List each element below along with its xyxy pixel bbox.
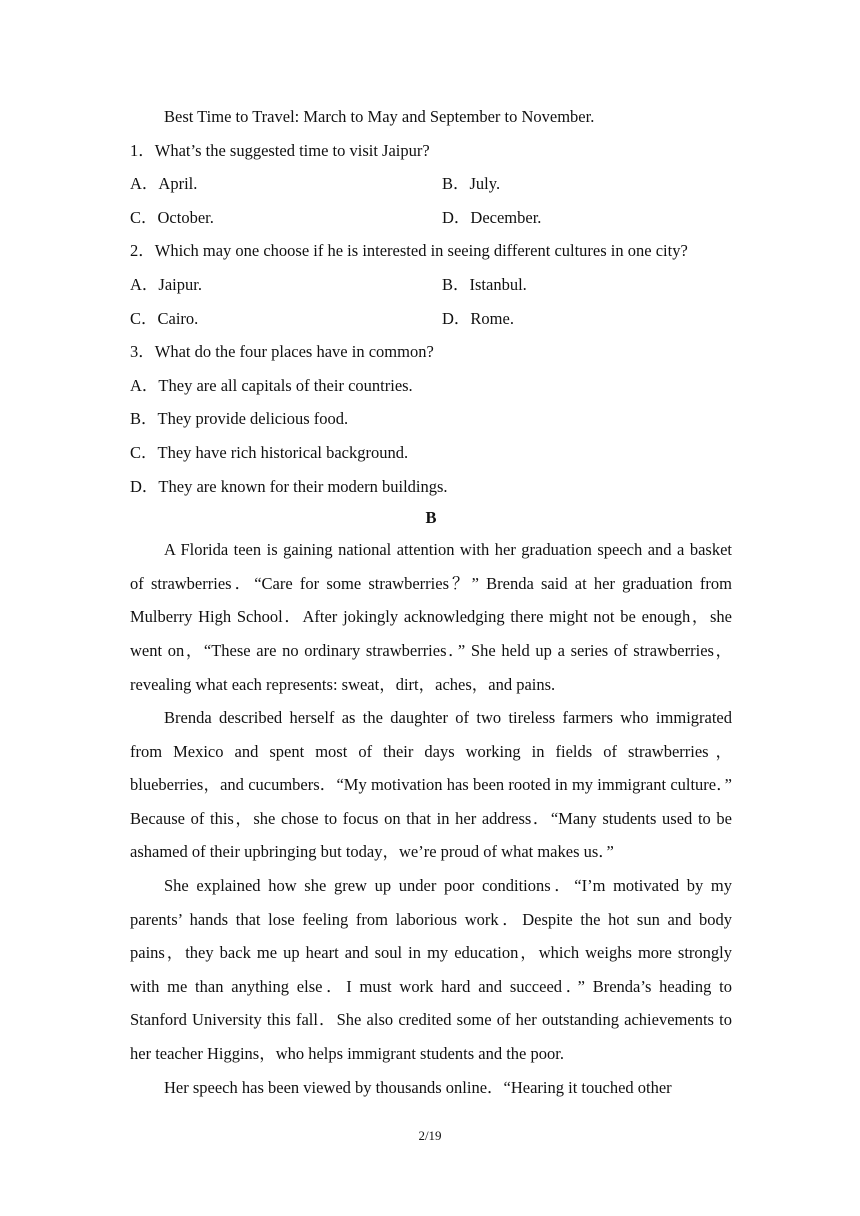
question-1-options-row-1 — [130, 167, 732, 201]
document-page — [130, 100, 732, 1104]
question-3-option-b: B．They provide delicious food. — [130, 409, 349, 429]
question-3-option-d: D．They are known for their modern buildings. — [130, 476, 448, 496]
travel-time-line: Best Time to Travel: March to May and September to November. — [164, 107, 595, 126]
question-1-option-b: B．July. — [442, 174, 501, 194]
question-3-option-a: A．They are all capitals of their countries. — [130, 375, 413, 395]
passage-paragraph-2: Brenda described herself as the daughter of two tireless farmers who immigrated from Mexico and spent most of their days working in fields of strawberries，blueberries，and cucumbers．“My motivation has been rooted in my immigrant culture．” Because of this，she chose to focus on that in her address．“Many students used to be ashamed of their upbringing but today，we’re proud of what makes us．” — [130, 708, 732, 862]
question-2-option-a: A．Jaipur. — [130, 274, 202, 294]
question-1-option-c: C．October. — [130, 207, 214, 227]
question-1-stem: 1．What’s the suggested time to visit Jaipur? — [130, 140, 430, 160]
question-1-option-d: D．December. — [442, 207, 542, 227]
page-number: 2/19 — [418, 1128, 442, 1143]
passage-paragraph-1: A Florida teen is gaining national attention with her graduation speech and a basket of strawberries．“Care for some strawberries？” Brenda said at her graduation from Mulberry High School．After jokingly acknowledging there might not be enough，she went on，“These are no ordinary strawberries．” She held up a series of strawberries，revealing what each represents: sweat，dirt，aches，and pains. — [130, 540, 732, 694]
passage-paragraph-3: She explained how she grew up under poor conditions．“I’m motivated by my parents’ hands that lose feeling from laborious work．Despite the hot sun and body pains，they back me up heart and soul in my education，which weighs more strongly with me than anything else．I must work hard and succeed．” Brenda’s heading to Stanford University this fall．She also credited some of her outstanding achievements to her teacher Higgins，who helps immigrant students and the poor. — [130, 876, 732, 1064]
section-b-heading: B — [425, 508, 437, 528]
question-1-options-row-2 — [130, 201, 732, 235]
question-2-option-b: B．Istanbul. — [442, 274, 527, 294]
question-2-options-row-1 — [130, 268, 732, 302]
question-2-option-c: C．Cairo. — [130, 308, 199, 328]
question-2-stem: 2．Which may one choose if he is interested in seeing different cultures in one city? — [130, 241, 688, 261]
question-3-stem: 3．What do the four places have in common? — [130, 342, 434, 362]
question-2-option-d: D．Rome. — [442, 308, 514, 328]
question-2-options-row-2 — [130, 302, 732, 336]
question-1-option-a: A．April. — [130, 174, 198, 194]
passage-paragraph-4: Her speech has been viewed by thousands online．“Hearing it touched other — [164, 1077, 672, 1097]
question-3-option-c: C．They have rich historical background. — [130, 442, 409, 462]
